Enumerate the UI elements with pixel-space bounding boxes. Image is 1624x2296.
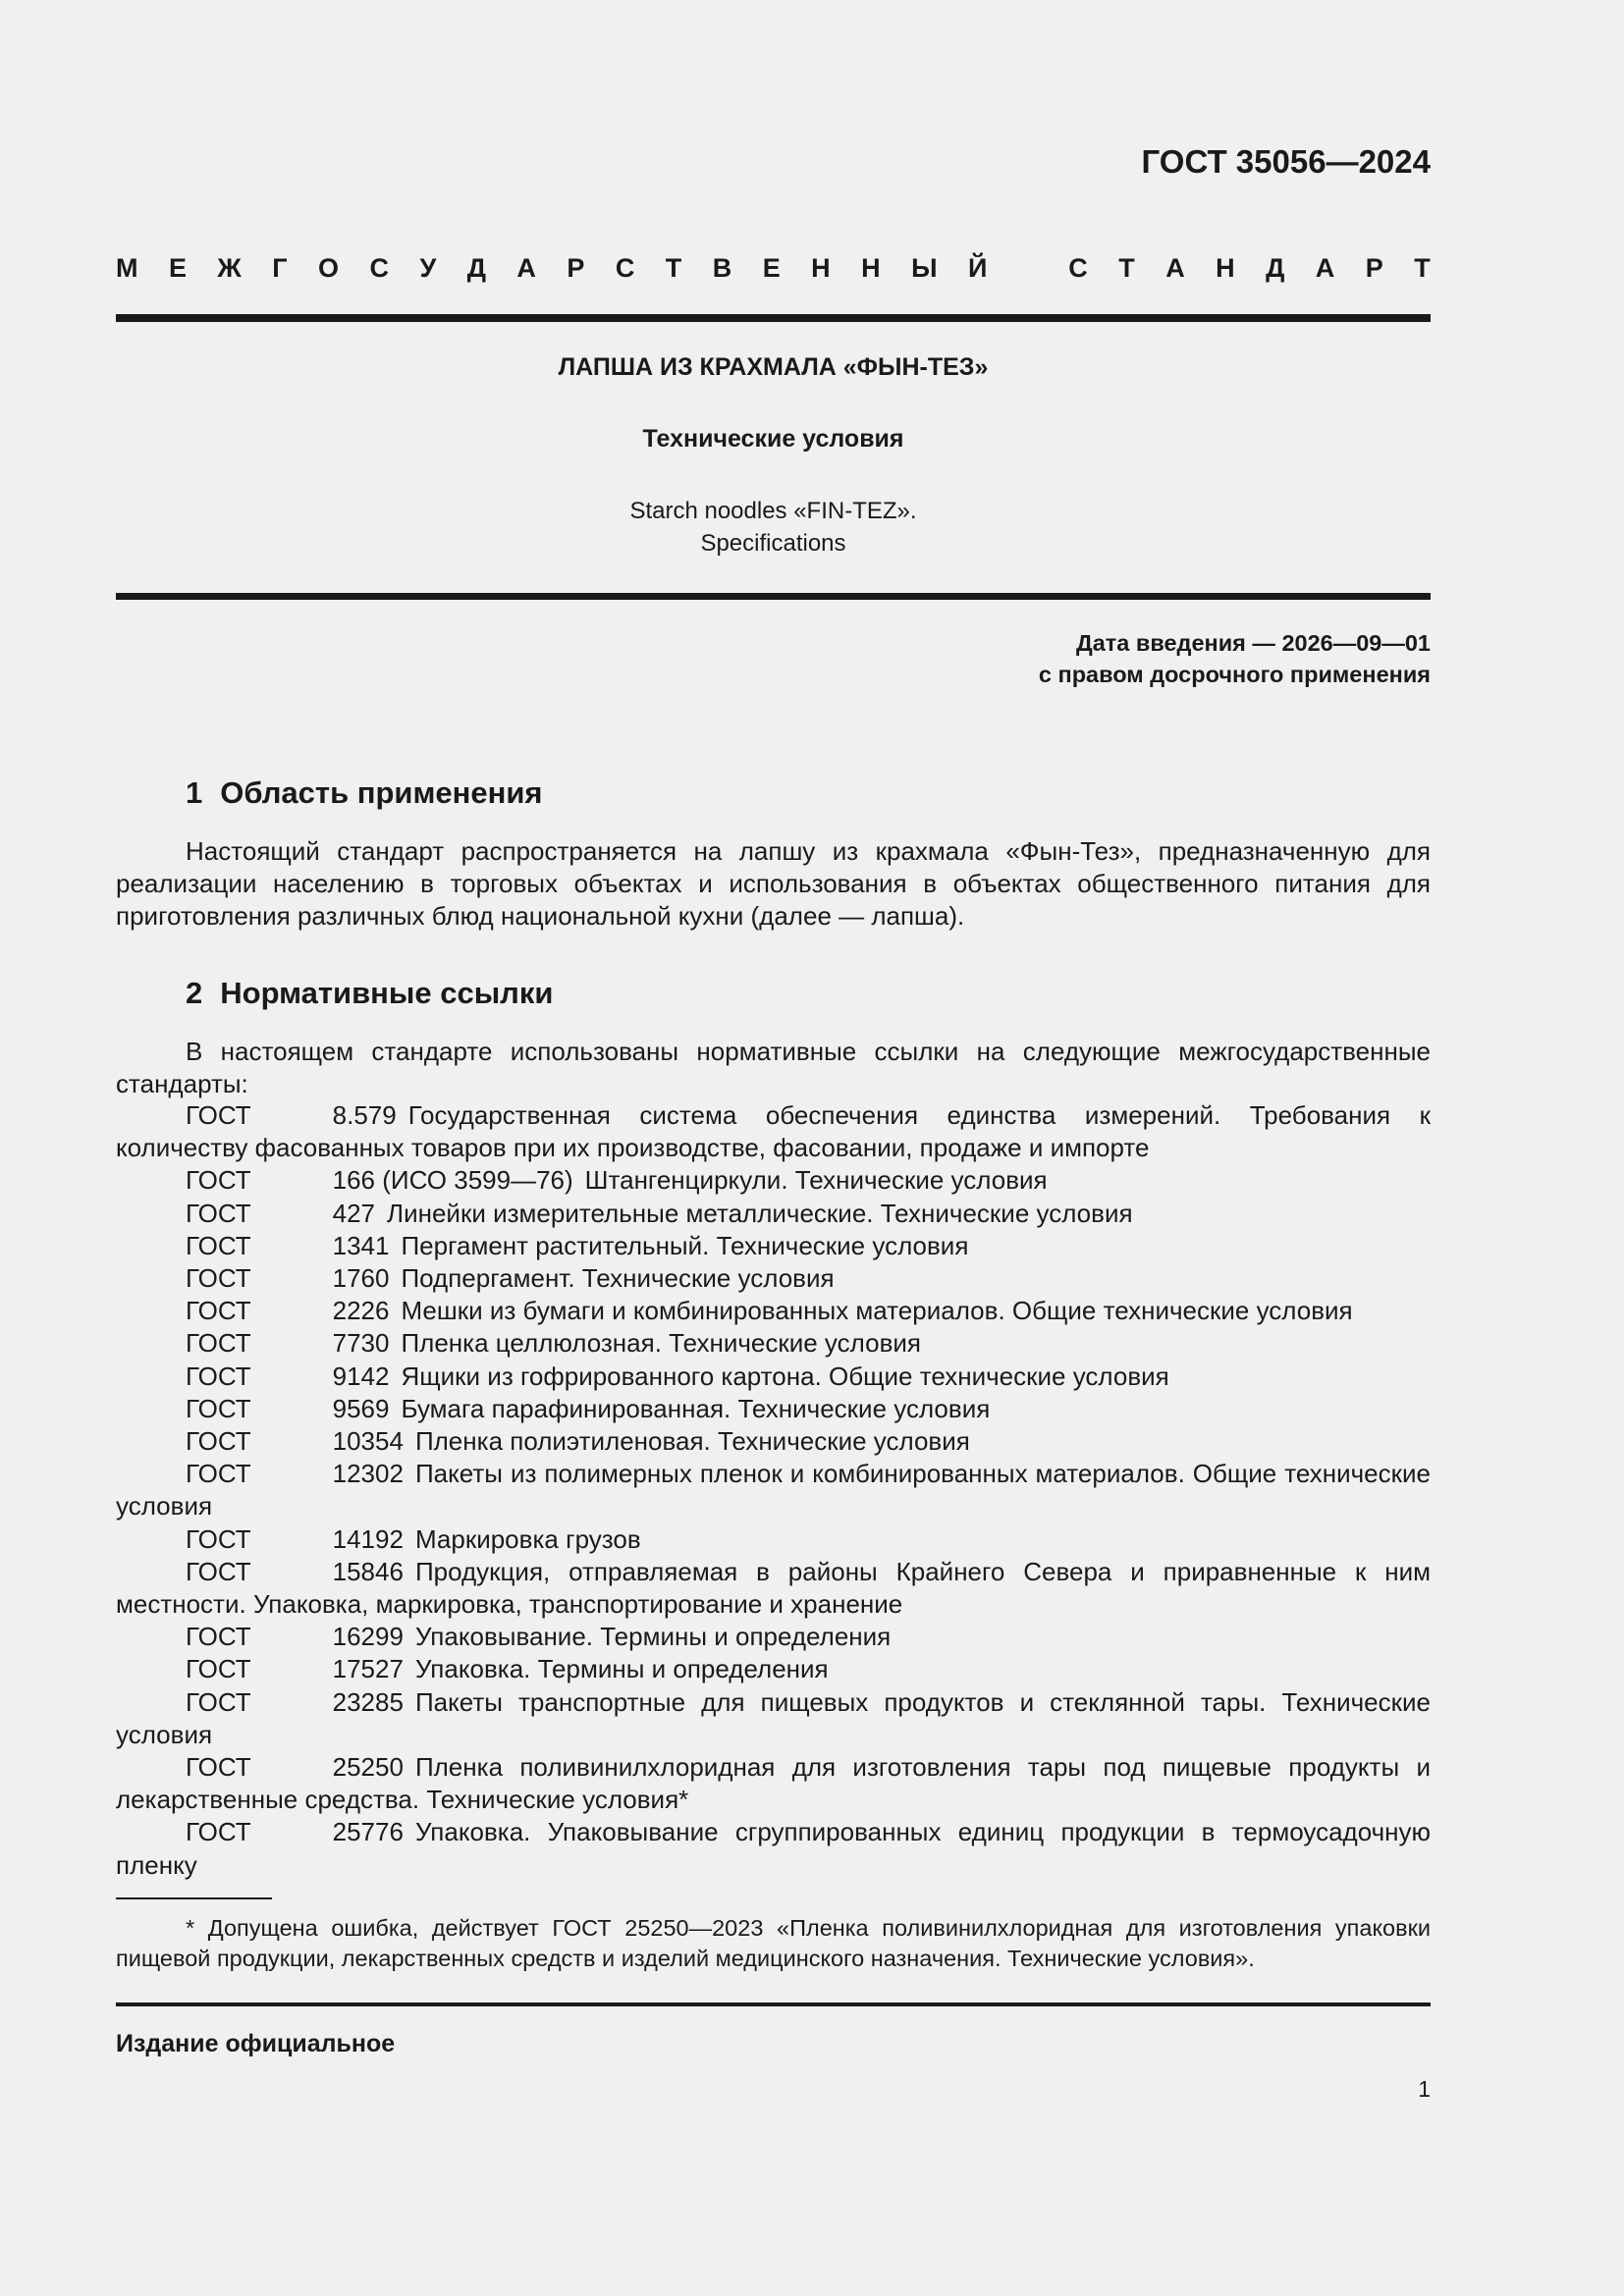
heading-letter: М — [116, 252, 138, 283]
reference-code: ГОСТ — [186, 1523, 251, 1554]
reference-item — [116, 1523, 1431, 1556]
reference-title: Подпергамент. Технические условия — [401, 1263, 835, 1294]
heading-letter: А — [1165, 252, 1185, 283]
heading-letter: В — [712, 252, 732, 283]
reference-code: ГОСТ — [186, 1393, 251, 1423]
heading-letter: А — [1315, 252, 1335, 283]
reference-item — [116, 1230, 1431, 1262]
reference-item — [116, 1686, 1431, 1751]
reference-code: ГОСТ — [186, 1556, 251, 1586]
reference-item — [116, 1393, 1431, 1425]
heading-letter: Н — [811, 252, 831, 283]
reference-title: Ящики из гофрированного картона. Общие технические условия — [401, 1361, 1169, 1391]
reference-number: 427 — [332, 1198, 376, 1228]
paragraph: Настоящий стандарт распространяется на лапшу из крахмала «Фын-Тез», предназначенную для реализации населению в торговых объектах и использования в объектах общественного питания для приготовления различных блюд национальной кухни (далее — лапша). — [116, 836, 1431, 932]
reference-number: 14192 — [332, 1523, 404, 1554]
heading-letter: Р — [567, 252, 585, 283]
reference-number: 166 (ИСО 3599—76) — [332, 1165, 573, 1196]
reference-number: 25250 — [332, 1752, 404, 1783]
reference-item — [116, 1164, 1431, 1197]
reference-number: 15846 — [332, 1556, 404, 1586]
document-subtitle: Технические условия — [642, 425, 904, 453]
reference-title: Пленка поливинилхлоридная для изготовления тары под пищевые продукты и лекарственные средства. Технические условия* — [116, 1752, 1431, 1815]
reference-number: 9142 — [332, 1361, 390, 1391]
heading-letter: Т — [1414, 252, 1431, 283]
heading-letter: А — [516, 252, 536, 283]
english-title-line-1: Starch noodles «FIN-TEZ». — [629, 498, 917, 524]
footnote-text: * Допущена ошибка, действует ГОСТ 25250—2023 «Пленка поливинилхлоридная для изготовления упаковки пищевой продукции, лекарственных средств и изделий медицинского назначения. Технические условия». — [116, 1915, 1431, 1971]
interstate-standard-heading — [116, 251, 1431, 285]
reference-code: ГОСТ — [186, 1361, 251, 1391]
reference-title: Упаковывание. Термины и определения — [414, 1622, 892, 1652]
english-title-line-2: Specifications — [700, 530, 846, 557]
heading-letter: Д — [466, 252, 486, 283]
section-title: Нормативные ссылки — [220, 976, 554, 1010]
document-code: ГОСТ 35056—2024 — [1141, 143, 1431, 180]
document-title: ЛАПША ИЗ КРАХМАЛА «ФЫН-ТЕЗ» — [558, 353, 989, 381]
heading-letter: Ж — [217, 252, 242, 283]
reference-title: Продукция, отправляемая в районы Крайнего Севера и приравненные к ним местности. Упаковка, маркировка, транспортирование и хранение — [116, 1556, 1431, 1620]
intro-date-line: Дата введения — 2026—09—01 — [1075, 630, 1431, 656]
reference-number: 7730 — [332, 1328, 390, 1359]
reference-number: 1760 — [332, 1263, 390, 1294]
reference-item — [116, 1751, 1431, 1816]
heading-letter: Н — [1216, 252, 1235, 283]
footer-rule — [116, 2002, 1431, 2006]
reference-code: ГОСТ — [186, 1296, 251, 1326]
footnote-separator — [116, 1897, 272, 1899]
heading-letter: Й — [967, 252, 988, 283]
reference-item — [116, 1425, 1431, 1458]
reference-code: ГОСТ — [186, 1198, 251, 1228]
section-2-heading — [186, 976, 553, 1011]
reference-title: Пленка полиэтиленовая. Технические условия — [414, 1426, 970, 1457]
reference-title: Упаковка. Упаковывание сгруппированных единиц продукции в термоусадочную пленку — [116, 1817, 1431, 1880]
reference-number: 12302 — [332, 1459, 404, 1489]
reference-title: Линейки измерительные металлические. Технические условия — [387, 1198, 1133, 1228]
reference-code: ГОСТ — [186, 1622, 251, 1652]
reference-item — [116, 1361, 1431, 1393]
heading-letter: С — [369, 252, 390, 283]
section-1-body — [116, 835, 1431, 934]
heading-letter: Г — [272, 252, 288, 283]
reference-item — [116, 1327, 1431, 1360]
heading-letter: Ы — [911, 252, 938, 283]
heading-letter: Т — [665, 252, 682, 283]
reference-code: ГОСТ — [186, 1426, 251, 1457]
early-application-line: с правом досрочного применения — [1038, 662, 1431, 687]
reference-code: ГОСТ — [186, 1817, 251, 1847]
reference-title: Упаковка. Термины и определения — [414, 1654, 829, 1684]
header-rule — [116, 314, 1431, 322]
reference-code: ГОСТ — [186, 1230, 251, 1260]
reference-code: ГОСТ — [186, 1165, 251, 1196]
reference-item — [116, 1262, 1431, 1295]
heading-letter: Е — [762, 252, 781, 283]
reference-title: Пакеты из полимерных пленок и комбинированных материалов. Общие технические условия — [116, 1459, 1431, 1522]
reference-number: 9569 — [332, 1393, 390, 1423]
reference-item — [116, 1099, 1431, 1164]
heading-letter: С — [615, 252, 635, 283]
reference-item — [116, 1458, 1431, 1522]
reference-number: 25776 — [332, 1817, 404, 1847]
references-list — [116, 1099, 1431, 1882]
heading-letter: У — [419, 252, 437, 283]
reference-code: ГОСТ — [186, 1459, 251, 1489]
reference-code: ГОСТ — [186, 1686, 251, 1717]
reference-item — [116, 1621, 1431, 1653]
official-edition-label: Издание официальное — [116, 2030, 396, 2057]
reference-number: 1341 — [332, 1230, 390, 1260]
reference-code: ГОСТ — [186, 1752, 251, 1783]
reference-item — [116, 1556, 1431, 1621]
footnote — [116, 1913, 1431, 1974]
heading-letter: О — [318, 252, 340, 283]
reference-number: 2226 — [332, 1296, 390, 1326]
reference-code: ГОСТ — [186, 1100, 251, 1130]
reference-number: 17527 — [332, 1654, 404, 1684]
heading-letter: Е — [168, 252, 187, 283]
reference-item — [116, 1198, 1431, 1230]
section-1-heading — [186, 775, 543, 811]
section-2-intro — [116, 1036, 1431, 1100]
introduction-date — [1039, 627, 1431, 690]
reference-code: ГОСТ — [186, 1654, 251, 1684]
title-rule — [116, 593, 1431, 600]
heading-letter: Н — [861, 252, 881, 283]
reference-code: ГОСТ — [186, 1263, 251, 1294]
reference-title: Бумага парафинированная. Технические условия — [401, 1393, 991, 1423]
reference-title: Государственная система обеспечения единства измерений. Требования к количеству фасованных товаров при их производстве, фасовании, продаже и импорте — [116, 1100, 1431, 1163]
reference-item — [116, 1295, 1431, 1327]
reference-number: 23285 — [332, 1686, 404, 1717]
reference-title: Мешки из бумаги и комбинированных материалов. Общие технические условия — [401, 1296, 1353, 1326]
reference-code: ГОСТ — [186, 1328, 251, 1359]
reference-number: 10354 — [332, 1426, 404, 1457]
reference-title: Пергамент растительный. Технические условия — [401, 1230, 969, 1260]
section-number: 2 — [186, 976, 203, 1010]
page-number: 1 — [1418, 2076, 1431, 2102]
heading-letter: Д — [1266, 252, 1285, 283]
paragraph: В настоящем стандарте использованы нормативные ссылки на следующие межгосударственные стандарты: — [116, 1037, 1431, 1099]
reference-title: Пленка целлюлозная. Технические условия — [401, 1328, 921, 1359]
reference-item — [116, 1816, 1431, 1881]
reference-number: 16299 — [332, 1622, 404, 1652]
reference-title: Пакеты транспортные для пищевых продуктов и стеклянной тары. Технические условия — [116, 1686, 1431, 1749]
section-number: 1 — [186, 775, 203, 810]
english-title — [116, 495, 1431, 560]
reference-number: 8.579 — [332, 1100, 397, 1130]
heading-letter: Р — [1365, 252, 1383, 283]
section-title: Область применения — [220, 775, 543, 810]
heading-letter: С — [1068, 252, 1088, 283]
heading-letter: Т — [1118, 252, 1135, 283]
reference-title: Маркировка грузов — [414, 1523, 641, 1554]
reference-title: Штангенциркули. Технические условия — [584, 1165, 1048, 1196]
reference-item — [116, 1653, 1431, 1685]
